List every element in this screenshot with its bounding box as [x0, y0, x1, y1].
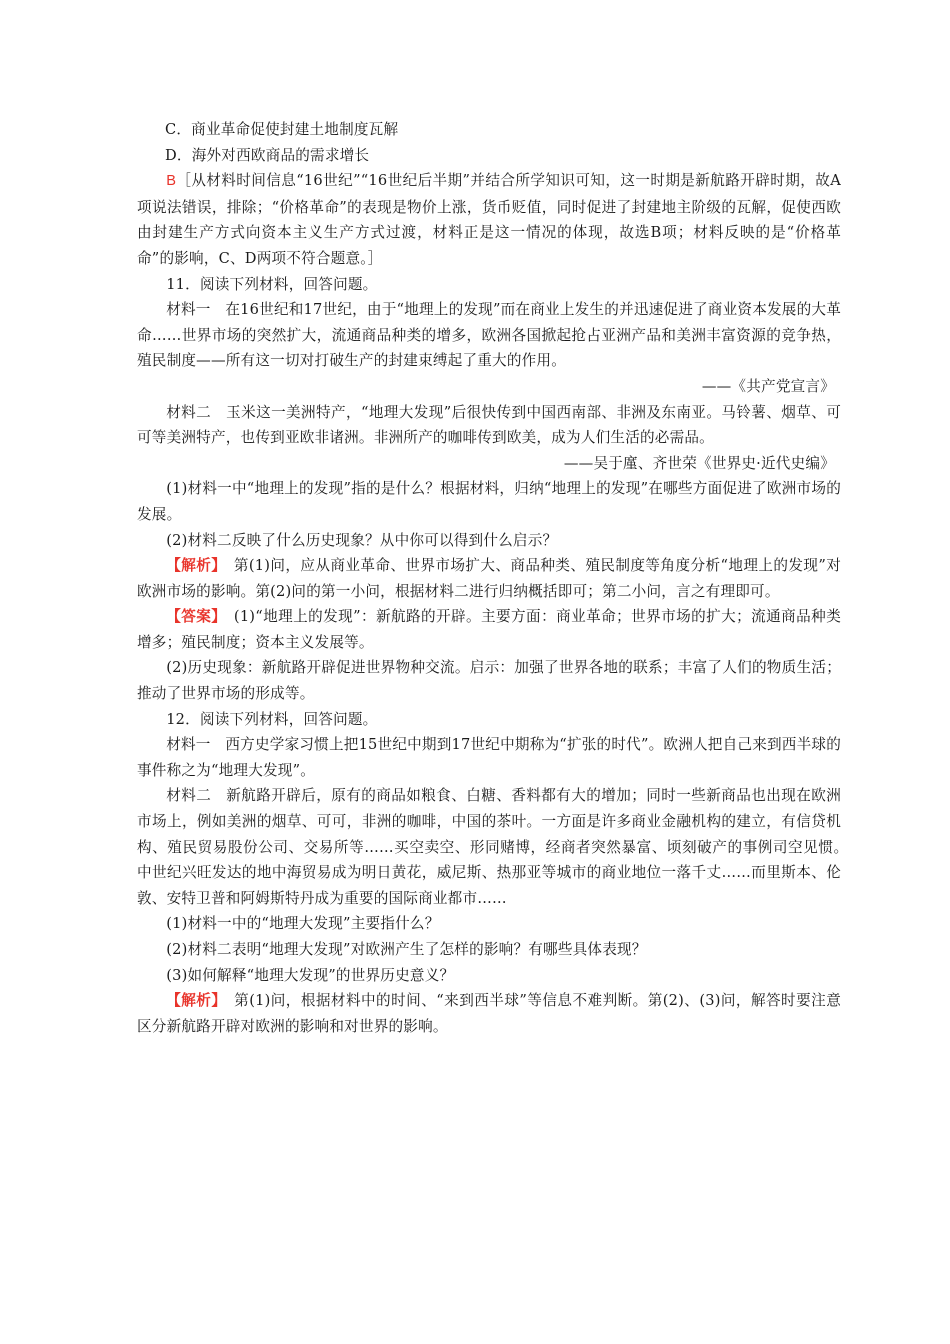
q11-material-1: 材料一 在16世纪和17世纪，由于“地理上的发现”而在商业上发生的并迅速促进了商业资本发展的大革命……世界市场的突然扩大，流通商品种类的增多，欧洲各国掀起抢占亚洲产品和美洲丰富资源的竞争热，殖民制度——所有这一切对打破生产的封建束缚起了重大的作用。 — [137, 301, 841, 370]
q12-stem: 12．阅读下列材料，回答问题。 — [166, 710, 378, 728]
q12-analysis-text: 第(1)问，根据材料中的时间、“来到西半球”等信息不难判断。第(2)、(3)问，解答时要注意区分新航路开辟对欧洲的影响和对世界的影响。 — [137, 992, 841, 1035]
q11-stem: 11．阅读下列材料，回答问题。 — [166, 275, 378, 293]
q11-answer-1: (1)“地理上的发现”：新航路的开辟。主要方面：商业革命；世界市场的扩大；流通商品种类增多；殖民制度；资本主义发展等。 — [137, 608, 841, 651]
q11-material-2-source: ——吴于廑、齐世荣《世界史·近代史编》 — [563, 454, 835, 472]
q12-question-1: (1)材料一中的“地理大发现”主要指什么？ — [166, 915, 440, 933]
answer-tag: 【答案】 — [166, 608, 219, 626]
q11-material-1-source: ——《共产党宣言》 — [701, 377, 835, 395]
q12-question-2: (2)材料二表明“地理大发现”对欧洲产生了怎样的影响？有哪些具体表现？ — [166, 941, 647, 958]
q11-analysis-text: 第(1)问，应从商业革命、世界市场扩大、商品种类、殖民制度等角度分析“地理上的发现”对欧洲市场的影响。第(2)问的第一小问，根据材料二进行归纳概括即可；第二小问，言之有理即可。 — [137, 557, 841, 600]
q10-explanation-text: ［从材料时间信息“16世纪”“16世纪后半期”并结合所学知识可知，这一时期是新航路开辟时期，故A项说法错误，排除；“价格革命”的表现是物价上涨，货币贬值，同时促进了封建地主阶级的瓦解，促使西欧由封建生产方式向资本主义生产方式过渡，材料正是这一情况的体现，故选B项；材料反映的是“价格革命”的影响，C、D两项不符合题意。］ — [137, 172, 841, 267]
q11-question-2: (2)材料二反映了什么历史现象？从中你可以得到什么启示？ — [166, 531, 558, 549]
analysis-tag: 【解析】 — [166, 992, 220, 1010]
q11-material-2: 材料二 玉米这一美洲特产，“地理大发现”后很快传到中国西南部、非洲及东南亚。马铃薯、烟草、可可等美洲特产，也传到亚欧非诸洲。非洲所产的咖啡传到欧美，成为人们生活的必需品。 — [137, 403, 841, 447]
q11-answer — [137, 604, 841, 655]
q12-analysis — [137, 988, 841, 1039]
q11-question-1: (1)材料一中“地理上的发现”指的是什么？根据材料，归纳“地理上的发现”在哪些方面促进了欧洲市场的发展。 — [137, 480, 841, 523]
option-d: D．海外对西欧商品的需求增长 — [165, 146, 370, 164]
answer-letter: B — [166, 173, 177, 190]
q12-question-3: (3)如何解释“地理大发现”的世界历史意义？ — [166, 966, 455, 984]
option-c: C．商业革命促使封建土地制度瓦解 — [165, 121, 399, 138]
q11-analysis — [137, 553, 841, 604]
q12-material-2: 材料二 新航路开辟后，原有的商品如粮食、白糖、香料都有大的增加；同时一些新商品也出现在欧洲市场上，例如美洲的烟草、可可，非洲的咖啡，中国的茶叶。一方面是许多商业金融机构的建立，有信贷机构、殖民贸易股份公司、交易所等……买空卖空、形同赌博，经商者突然暴富、顷刻破产的事例司空见惯。 中世纪兴旺发达的地中海贸易成为明日黄花，威尼斯、热那亚等城市的商业地位一落千丈……而里斯本、伦敦、安特卫普和阿姆斯特丹成为重要的国际商业都市…… — [137, 787, 856, 907]
q10-explanation — [137, 168, 841, 271]
document-page — [137, 117, 856, 1039]
q12-material-1: 材料一 西方史学家习惯上把15世纪中期到17世纪中期称为“扩张的时代”。欧洲人把自己来到西半球的事件称之为“地理大发现”。 — [137, 736, 841, 779]
analysis-tag: 【解析】 — [166, 557, 219, 575]
q11-answer-2: (2)历史现象：新航路开辟促进世界物种交流。启示：加强了世界各地的联系；丰富了人们的物质生活；推动了世界市场的形成等。 — [137, 659, 841, 703]
